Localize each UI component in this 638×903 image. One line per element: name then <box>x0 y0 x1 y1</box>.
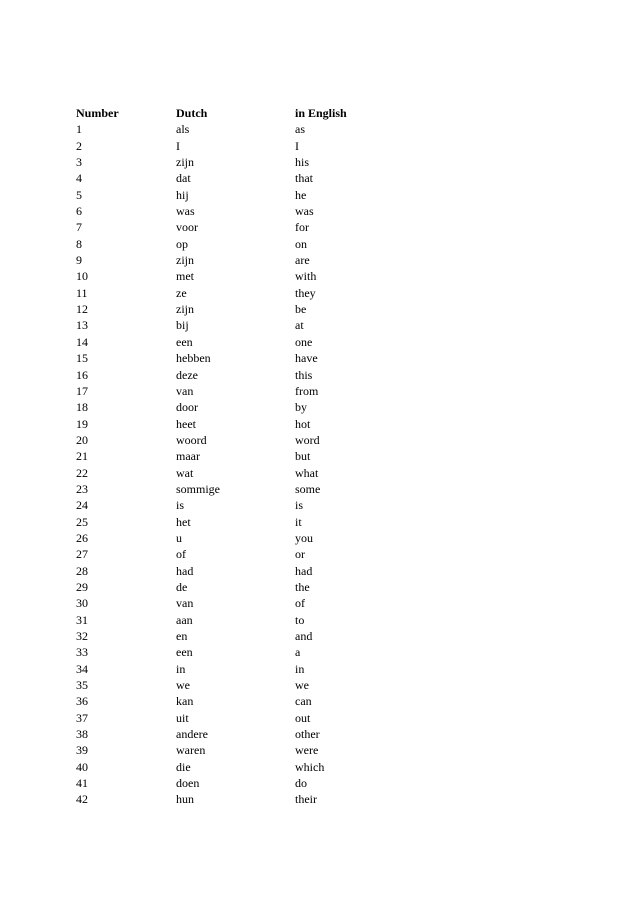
row-dutch: kan <box>176 694 194 709</box>
table-row <box>76 677 396 693</box>
row-number: 24 <box>76 498 88 513</box>
row-number: 21 <box>76 449 88 464</box>
row-english: and <box>295 629 313 643</box>
row-dutch: andere <box>176 727 208 742</box>
row-dutch: in <box>176 661 186 676</box>
table-row <box>76 759 396 775</box>
row-number: 41 <box>76 776 88 791</box>
table-row <box>76 301 396 317</box>
table-row <box>76 661 396 677</box>
row-english: do <box>295 776 307 791</box>
row-dutch: u <box>176 530 182 545</box>
table-row <box>76 285 396 301</box>
row-english: from <box>295 383 319 398</box>
row-number: 11 <box>76 285 88 300</box>
row-number: 28 <box>76 563 88 578</box>
row-dutch: heet <box>176 416 196 431</box>
row-number: 27 <box>76 547 88 562</box>
row-number: 32 <box>76 629 88 643</box>
row-number: 29 <box>76 579 88 594</box>
row-dutch: wat <box>176 465 194 480</box>
table-row <box>76 154 396 170</box>
row-number: 12 <box>76 302 88 317</box>
row-english: their <box>295 792 317 807</box>
row-english: at <box>295 318 304 333</box>
row-dutch: bij <box>176 318 189 333</box>
row-number: 7 <box>76 220 82 235</box>
row-english: to <box>295 612 305 627</box>
table-row <box>76 644 396 660</box>
word-table <box>76 105 396 808</box>
row-dutch: hebben <box>176 351 211 366</box>
row-dutch: als <box>176 122 190 137</box>
row-number: 8 <box>76 236 82 251</box>
row-dutch: dat <box>176 171 191 186</box>
row-dutch: voor <box>176 220 198 235</box>
row-number: 39 <box>76 743 88 758</box>
table-row <box>76 742 396 758</box>
row-english: be <box>295 302 307 317</box>
table-row <box>76 334 396 350</box>
table-row <box>76 563 396 579</box>
row-number: 10 <box>76 269 88 284</box>
table-row <box>76 367 396 383</box>
table-row <box>76 219 396 235</box>
row-english: in <box>295 661 305 676</box>
row-dutch: sommige <box>176 481 220 496</box>
row-number: 33 <box>76 645 88 660</box>
row-dutch: was <box>176 204 195 219</box>
row-dutch: hun <box>176 792 194 807</box>
table-row <box>76 481 396 497</box>
table-row <box>76 170 396 186</box>
row-dutch: door <box>176 400 198 415</box>
row-dutch: het <box>176 514 191 529</box>
row-english: some <box>295 481 321 496</box>
row-english: other <box>295 727 320 742</box>
row-dutch: hij <box>176 187 189 202</box>
row-english: are <box>295 253 310 268</box>
table-row <box>76 465 396 481</box>
row-english: with <box>295 269 317 284</box>
table-row <box>76 514 396 530</box>
row-number: 5 <box>76 187 82 202</box>
row-english: word <box>295 432 320 447</box>
row-number: 36 <box>76 694 88 709</box>
row-english: it <box>295 514 302 529</box>
row-english: as <box>295 122 305 137</box>
row-number: 35 <box>76 678 88 693</box>
row-number: 13 <box>76 318 88 333</box>
table-body <box>76 121 396 807</box>
table-row <box>76 350 396 366</box>
row-number: 34 <box>76 661 88 676</box>
row-english: that <box>295 171 313 186</box>
row-number: 26 <box>76 530 88 545</box>
row-english: he <box>295 187 307 202</box>
table-row <box>76 121 396 137</box>
row-english: can <box>295 694 312 709</box>
row-number: 19 <box>76 416 88 431</box>
row-number: 23 <box>76 481 88 496</box>
row-english: or <box>295 547 305 562</box>
row-english: have <box>295 351 318 366</box>
table-row <box>76 579 396 595</box>
row-number: 4 <box>76 171 82 186</box>
row-number: 3 <box>76 155 82 170</box>
row-dutch: van <box>176 383 194 398</box>
table-row <box>76 612 396 628</box>
row-english: you <box>295 530 313 545</box>
row-dutch: had <box>176 563 194 578</box>
row-dutch: we <box>176 678 190 693</box>
table-row <box>76 693 396 709</box>
row-number: 25 <box>76 514 88 529</box>
table-row <box>76 138 396 154</box>
row-dutch: zijn <box>176 302 194 317</box>
row-number: 6 <box>76 204 82 219</box>
row-dutch: een <box>176 334 193 349</box>
table-row <box>76 236 396 252</box>
row-english: out <box>295 710 311 725</box>
row-english: was <box>295 204 314 219</box>
table-row <box>76 252 396 268</box>
row-number: 18 <box>76 400 88 415</box>
row-english: one <box>295 334 313 349</box>
table-row <box>76 530 396 546</box>
row-english: hot <box>295 416 311 431</box>
row-english: they <box>295 285 316 300</box>
table-row <box>76 595 396 611</box>
row-dutch: is <box>176 498 185 513</box>
table-row <box>76 399 396 415</box>
table-row <box>76 432 396 448</box>
row-dutch: woord <box>176 432 207 447</box>
table-header-row <box>76 105 396 121</box>
row-english: which <box>295 759 325 774</box>
row-dutch: waren <box>176 743 206 758</box>
row-dutch: of <box>176 547 186 562</box>
row-dutch: aan <box>176 612 193 627</box>
table-row <box>76 628 396 644</box>
row-number: 1 <box>76 122 82 137</box>
row-english: what <box>295 465 319 480</box>
row-english: we <box>295 678 309 693</box>
row-dutch: een <box>176 645 193 660</box>
table-row <box>76 791 396 807</box>
row-number: 38 <box>76 727 88 742</box>
row-english: on <box>295 236 307 251</box>
row-number: 9 <box>76 253 82 268</box>
row-number: 31 <box>76 612 88 627</box>
row-number: 40 <box>76 759 88 774</box>
row-dutch: doen <box>176 776 200 791</box>
row-english: but <box>295 449 311 464</box>
row-dutch: van <box>176 596 194 611</box>
row-english: by <box>295 400 307 415</box>
row-english: the <box>295 579 310 594</box>
row-english: a <box>295 645 301 660</box>
row-english: this <box>295 367 313 382</box>
table-row <box>76 546 396 562</box>
row-english: I <box>295 138 299 153</box>
row-english: his <box>295 155 310 170</box>
row-dutch: I <box>176 138 180 153</box>
row-number: 14 <box>76 334 88 349</box>
row-number: 37 <box>76 710 88 725</box>
row-dutch: ze <box>176 285 187 300</box>
table-row <box>76 187 396 203</box>
row-english: were <box>295 743 319 758</box>
table-row <box>76 775 396 791</box>
table-row <box>76 203 396 219</box>
row-number: 15 <box>76 351 88 366</box>
row-english: for <box>295 220 309 235</box>
header-english: in English <box>295 106 347 120</box>
row-dutch: op <box>176 236 188 251</box>
row-number: 22 <box>76 465 88 480</box>
header-dutch: Dutch <box>176 106 208 120</box>
row-number: 20 <box>76 432 88 447</box>
row-number: 2 <box>76 138 82 153</box>
row-dutch: en <box>176 629 188 643</box>
table-row <box>76 726 396 742</box>
row-number: 30 <box>76 596 88 611</box>
row-dutch: zijn <box>176 253 194 268</box>
row-english: is <box>295 498 304 513</box>
row-dutch: uit <box>176 710 189 725</box>
table-row <box>76 416 396 432</box>
table-row <box>76 268 396 284</box>
table-row <box>76 448 396 464</box>
row-dutch: maar <box>176 449 200 464</box>
row-number: 42 <box>76 792 88 807</box>
row-dutch: de <box>176 579 188 594</box>
row-dutch: deze <box>176 367 198 382</box>
row-number: 17 <box>76 383 88 398</box>
row-number: 16 <box>76 367 88 382</box>
table-row <box>76 317 396 333</box>
row-english: of <box>295 596 305 611</box>
table-row <box>76 383 396 399</box>
table-row <box>76 497 396 513</box>
row-english: had <box>295 563 313 578</box>
header-number: Number <box>76 106 119 120</box>
row-dutch: die <box>176 759 191 774</box>
row-dutch: zijn <box>176 155 194 170</box>
table-row <box>76 710 396 726</box>
row-dutch: met <box>176 269 194 284</box>
